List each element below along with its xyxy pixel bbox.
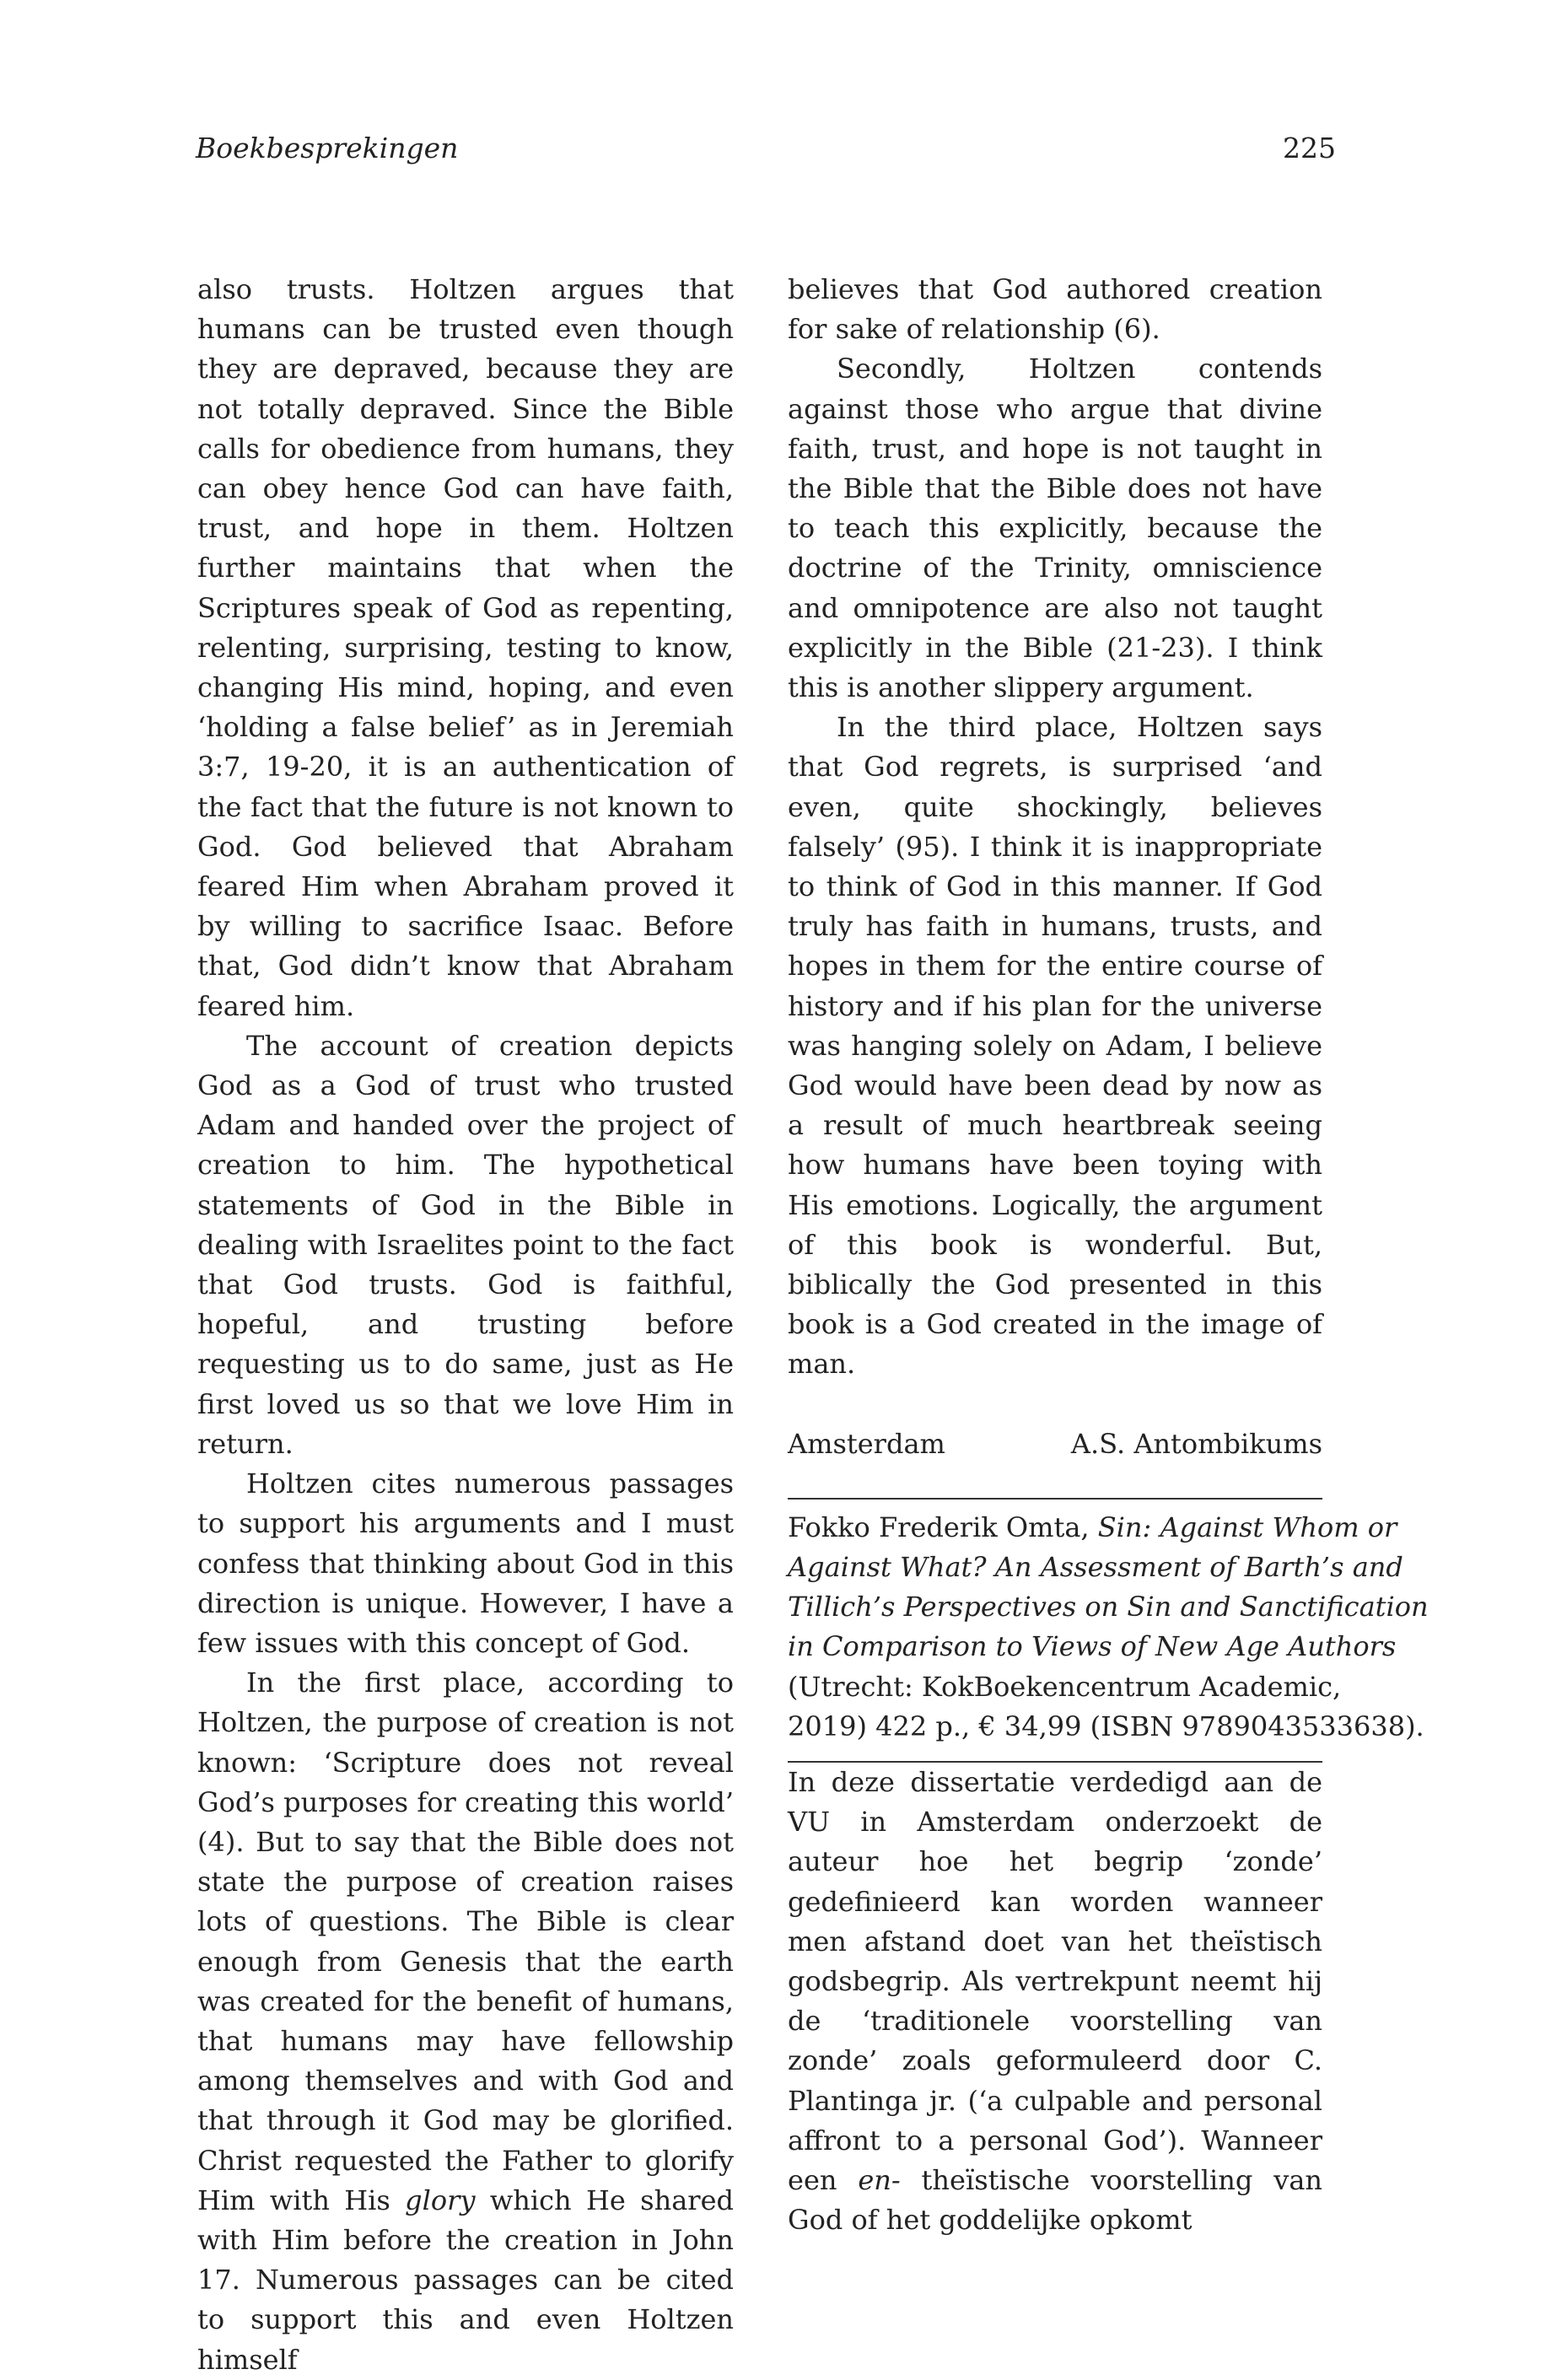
book-title: Sin: Against Whom or xyxy=(1097,1510,1397,1543)
book-entry-line xyxy=(788,1508,1397,1548)
book-title: in Comparison to Views of New Age Authors xyxy=(788,1630,1397,1663)
divider xyxy=(788,1498,1322,1500)
paragraph-text: theïstische voorstelling van God of het goddelijke opkomt xyxy=(788,2163,1323,2237)
paragraph: The account of creation depicts God as a God of trust who trusted Adam and handed over the project of creation to him. The hypothetical statements of God in the Bible in dealing with Israelites point to the fact that God trusts. God is faithful, hopeful, and trusting before requesting us to do same, just as He first loved us so that we love Him in return. xyxy=(197,1029,734,1460)
signature-author: A.S. Antombikums xyxy=(1070,1427,1322,1460)
paragraph: also trusts. Holtzen argues that humans can be trusted even though they are depraved, because they are not totally depraved. Since the Bible calls for obedience from humans, they can obey hence God can have faith, trust, and hope in them. Holtzen further maintains that when the Scriptures speak of God as repenting, relenting, surprising, testing to know, changing His mind, hoping, and even ‘holding a false belief’ as in Jeremiah 3:7, 19-20, it is an authentication of the fact that the future is not known to God. God believed that Abraham feared Him when Abraham proved it by willing to sacrifice Isaac. Before that, God didn’t know that Abraham feared him. xyxy=(197,273,734,1022)
review-signature xyxy=(788,1424,1322,1464)
paragraph: Holtzen cites numerous passages to support his arguments and I must confess that thinking about God in this direction is unique. However, I have a few issues with this concept of God. xyxy=(197,1467,734,1659)
running-head xyxy=(196,132,1336,179)
right-column xyxy=(788,270,1429,2240)
emphasis-text: en- xyxy=(858,2163,901,2196)
book-author: Fokko Frederik Omta, xyxy=(788,1510,1098,1543)
emphasis-text: glory xyxy=(405,2183,476,2216)
book-publication: (Utrecht: KokBoekencentrum Academic, xyxy=(788,1670,1342,1703)
paragraph: Secondly, Holtzen contends against those who argue that divine faith, trust, and hope is not taught in the Bible that the Bible does not have to teach this explicitly, because the doctrine of the Trinity, omniscience and omnipotence are also not taught explicitly in the Bible (21-23). I think this is another slippery argument. xyxy=(788,353,1322,704)
paragraph-text: In the first place, according to Holtzen, the purpose of creation is not known: ‘Scripture does not reveal God’s purposes for creating this world’ (4). But to say that the Bible does not state the purpose of creation raises lots of questions. The Bible is clear enough from Genesis that the earth was created for the benefit of humans, that humans may have fellowship among themselves and with God and that through it God may be glorified. Christ requested the Father to glorify Him with His xyxy=(197,1667,734,2216)
signature-place: Amsterdam xyxy=(788,1427,945,1460)
paragraph xyxy=(788,1763,1322,2240)
paragraph: believes that God authored creation for sake of relationship (6). xyxy=(788,273,1322,346)
book-publication: 2019) 422 p., € 34,99 (ISBN 9789043533638). xyxy=(788,1710,1424,1742)
page-number: 225 xyxy=(1283,132,1336,164)
book-title: Against What? An Assessment of Barth’s and xyxy=(788,1550,1403,1583)
book-title: Tillich’s Perspectives on Sin and Sanctification xyxy=(788,1591,1429,1623)
section-title: Boekbesprekingen xyxy=(196,132,459,164)
paragraph-text: In deze dissertatie verdedigd aan de VU in Amsterdam onderzoekt de auteur hoe het begrip ‘zonde’ gedefinieerd kan worden wanneer men afstand doet van het theïstisch godsbegrip. Als vertrekpunt neemt hij de ‘traditionele voorstelling van zonde’ zoals geformuleerd door C. Plantinga jr. (‘a culpable and personal affront to a personal God’). Wanneer een xyxy=(788,1765,1322,2196)
paragraph: In the third place, Holtzen says that God regrets, is surprised ‘and even, quite shockingly, believes falsely’ (95). I think it is inappropriate to think of God in this manner. If God truly has faith in humans, trusts, and hopes in them for the entire course of history and if his plan for the universe was hanging solely on Adam, I believe God would have been dead by now as a result of much heartbreak seeing how humans have been toying with His emotions. Logically, the argument of this book is wonderful. But, biblically the God presented in this book is a God created in the image of man. xyxy=(788,711,1322,1381)
paragraph-text: which He shared with Him before the creation in John 17. Numerous passages can be cited to support this and even Holtzen himself xyxy=(197,2183,734,2376)
paragraph xyxy=(197,1663,734,2380)
book-entry xyxy=(788,1508,1429,1747)
left-column xyxy=(197,270,734,2380)
